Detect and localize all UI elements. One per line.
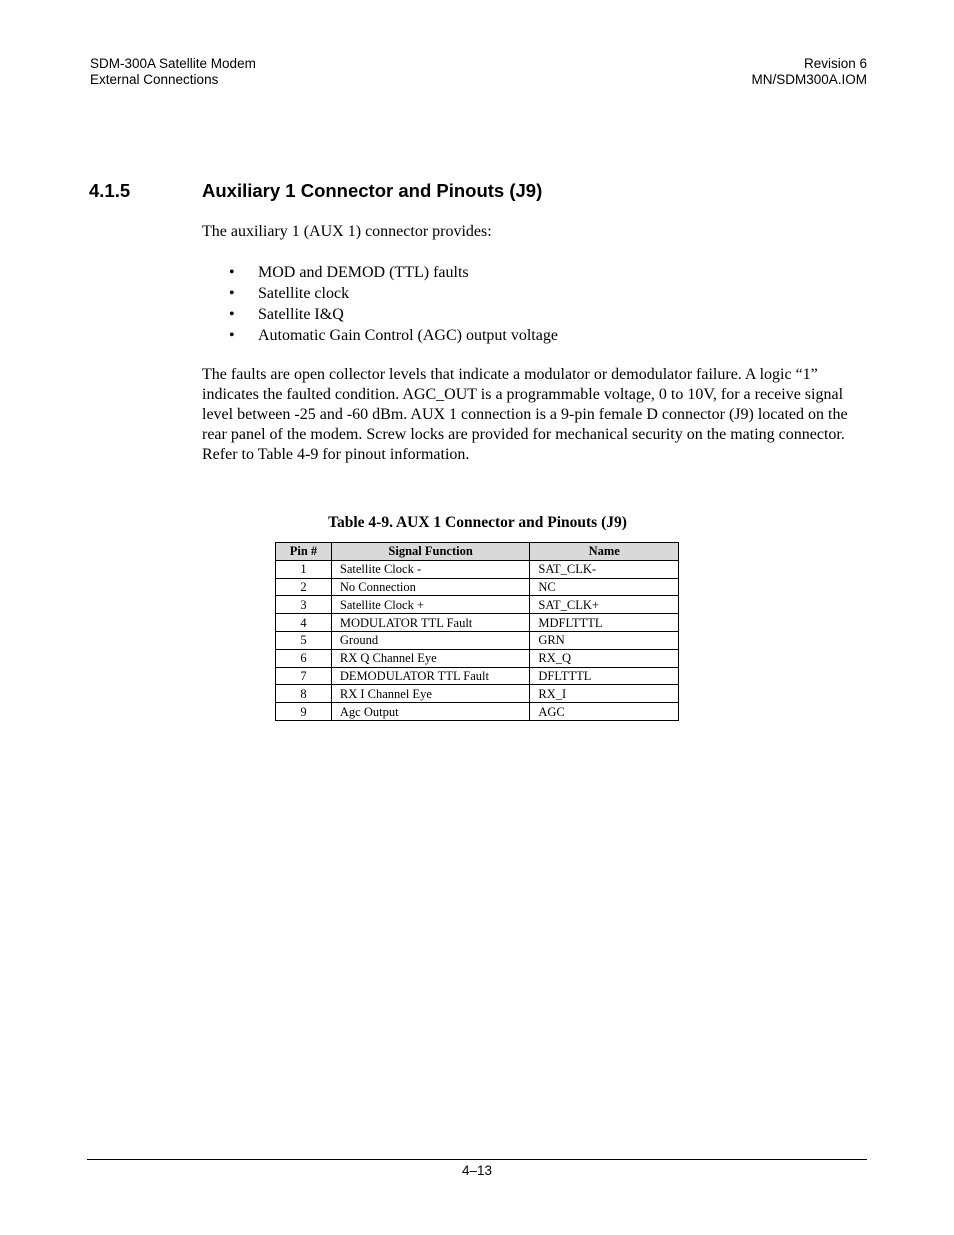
- column-header-name: Name: [530, 543, 679, 561]
- intro-text: The auxiliary 1 (AUX 1) connector provides:: [202, 223, 492, 240]
- table-row: [276, 614, 679, 632]
- list-item-text: MOD and DEMOD (TTL) faults: [258, 264, 469, 281]
- signal-cell: MODULATOR TTL Fault: [331, 614, 530, 632]
- table-row: [276, 667, 679, 685]
- name-cell: RX_Q: [530, 649, 679, 667]
- pin-cell: 3: [276, 596, 332, 614]
- feature-list: [202, 262, 558, 346]
- bullet-icon: •: [229, 327, 235, 344]
- list-item: [202, 325, 558, 346]
- signal-cell: No Connection: [331, 578, 530, 596]
- signal-cell: Ground: [331, 631, 530, 649]
- header-revision: Revision 6: [803, 56, 867, 71]
- name-cell: DFLTTTL: [530, 667, 679, 685]
- list-item-text: Automatic Gain Control (AGC) output voltage: [258, 327, 558, 344]
- column-header-pin: Pin #: [276, 543, 332, 561]
- header-chapter-title: External Connections: [90, 72, 219, 87]
- table-caption: Table 4-9. AUX 1 Connector and Pinouts (J9): [328, 514, 627, 531]
- list-item: [202, 304, 558, 325]
- table-row: [276, 578, 679, 596]
- section-title: Auxiliary 1 Connector and Pinouts (J9): [202, 180, 543, 201]
- page-header-right: [751, 56, 867, 88]
- pin-cell: 2: [276, 578, 332, 596]
- list-item: [202, 262, 558, 283]
- table-row: [276, 560, 679, 578]
- name-cell: MDFLTTTL: [530, 614, 679, 632]
- page-header-left: [90, 56, 256, 88]
- name-cell: AGC: [530, 703, 679, 721]
- table-row: [276, 703, 679, 721]
- page-number: 4–13: [461, 1163, 493, 1178]
- name-cell: GRN: [530, 631, 679, 649]
- pin-cell: 9: [276, 703, 332, 721]
- pin-cell: 6: [276, 649, 332, 667]
- pin-cell: 1: [276, 560, 332, 578]
- table-row: [276, 631, 679, 649]
- pinout-table: [275, 542, 679, 721]
- signal-cell: Satellite Clock -: [331, 560, 530, 578]
- signal-cell: RX Q Channel Eye: [331, 649, 530, 667]
- table-row: [276, 649, 679, 667]
- header-document-title: SDM-300A Satellite Modem: [90, 56, 256, 71]
- signal-cell: Agc Output: [331, 703, 530, 721]
- footer-rule: [87, 1159, 867, 1160]
- bullet-icon: •: [229, 306, 235, 323]
- section-number: 4.1.5: [89, 180, 131, 201]
- column-header-signal-function: Signal Function: [331, 543, 530, 561]
- name-cell: RX_I: [530, 685, 679, 703]
- pin-cell: 4: [276, 614, 332, 632]
- signal-cell: Satellite Clock +: [331, 596, 530, 614]
- description-paragraph: The faults are open collector levels that indicate a modulator or demodulator failure. A logic “1” indicates the faulted condition. AGC_OUT is a programmable voltage, 0 to 10V, for a receive signal level between -25 and -60 dBm. AUX 1 connection is a 9-pin female D connector (J9) located on the rear panel of the modem. Screw locks are provided for mechanical security on the mating connector. Refer to Table 4-9 for pinout information.: [202, 366, 848, 463]
- list-item-text: Satellite I&Q: [258, 306, 344, 323]
- bullet-icon: •: [229, 264, 235, 281]
- table-row: [276, 596, 679, 614]
- pin-cell: 7: [276, 667, 332, 685]
- name-cell: SAT_CLK-: [530, 560, 679, 578]
- table-row: [276, 685, 679, 703]
- header-document-id: MN/SDM300A.IOM: [751, 72, 867, 87]
- table-header-row: [276, 543, 679, 561]
- list-item-text: Satellite clock: [258, 285, 350, 302]
- pin-cell: 8: [276, 685, 332, 703]
- name-cell: NC: [530, 578, 679, 596]
- list-item: [202, 283, 558, 304]
- section-heading: [89, 180, 542, 202]
- name-cell: SAT_CLK+: [530, 596, 679, 614]
- signal-cell: DEMODULATOR TTL Fault: [331, 667, 530, 685]
- signal-cell: RX I Channel Eye: [331, 685, 530, 703]
- bullet-icon: •: [229, 285, 235, 302]
- pin-cell: 5: [276, 631, 332, 649]
